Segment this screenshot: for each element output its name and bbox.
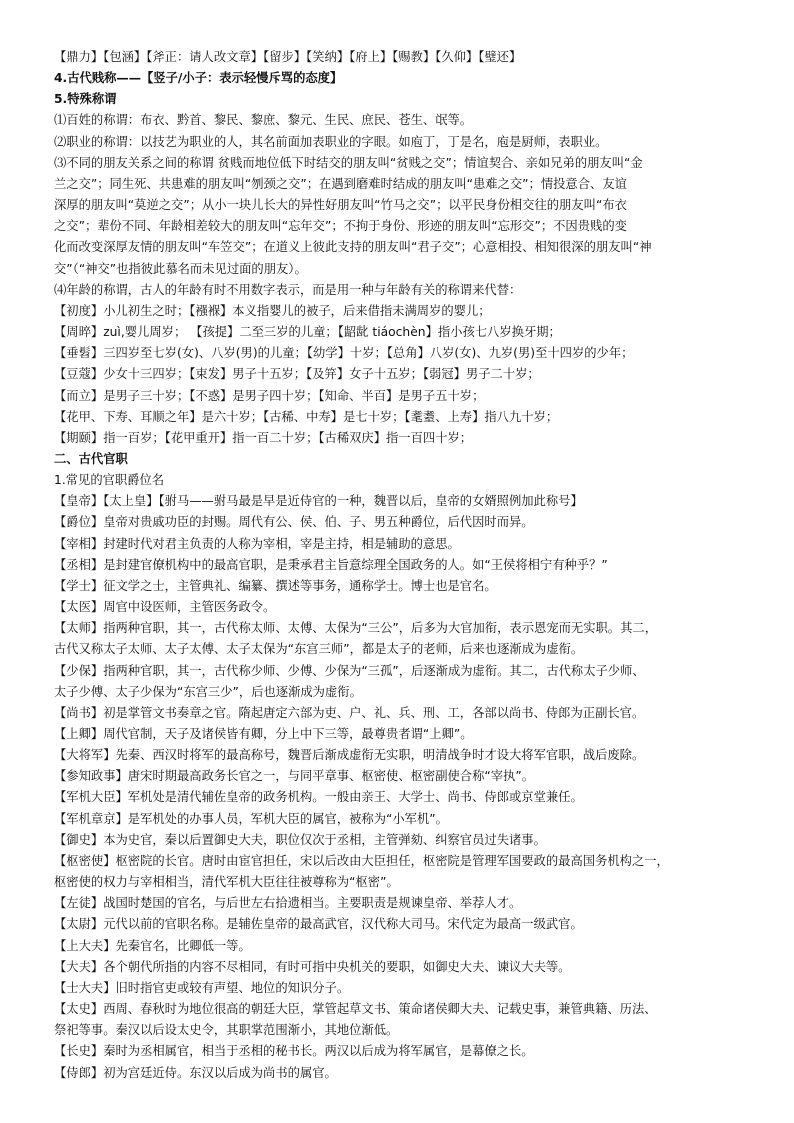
text-line: 【皇帝】【太上皇】【驸马——驸马最是早是近侍官的一种，魏晋以后，皇帝的女婿照例加此称号】 (54, 494, 583, 509)
text-line: 【上大夫】先秦官名，比卿低一等。 (54, 938, 251, 953)
text-line: 深厚的朋友叫“莫逆之交”；从小一块儿长大的异性好朋友叫“竹马之交”；以平民身份相交往的朋友叫“布衣 (54, 198, 627, 213)
text-line: 【大将军】先秦、西汉时将军的最高称号，魏晋后渐成虚衔无实职，明清战争时才设大将军官职，战后废除。 (54, 748, 645, 763)
text-line: ⑵职业的称谓：以技艺为职业的人，其名前面加表职业的字眼。如庖丁，丁是名，庖是厨师，表职业。 (54, 134, 608, 149)
text-line: ⑴百姓的称谓：布衣、黔首、黎民、黎庶、黎元、生民、庶民、苍生、氓等。 (54, 113, 473, 128)
text-line: 古代又称太子太师、太子太傅、太子太保为“东宫三师”，都是太子的老师，后来也逐渐成为虚衔。 (54, 642, 584, 657)
section-heading: 二、古代官职 (54, 451, 128, 466)
text-line: 祭祀等事。秦汉以后设太史令，其职掌范围渐小，其地位渐低。 (54, 1023, 399, 1038)
text-line: 【御史】本为史官，秦以后置御史大夫，职位仅次于丞相，主管弹劾、纠察官员过失诸事。 (54, 832, 546, 847)
text-line: 【军机大臣】军机处是清代辅佐皇帝的政务机构。一般由亲王、大学士、尚书、侍郎或京堂兼任。 (54, 790, 583, 805)
text-line: 【豆蔻】少女十三四岁；【束发】男子十五岁；【及笄】女子十五岁；【弱冠】男子二十岁； (54, 367, 540, 382)
text-line: 【宰相】封建时代对君主负责的人称为宰相，宰是主持，相是辅助的意思。 (54, 536, 460, 551)
text-line: 【爵位】皇帝对贵戚功臣的封赐。周代有公、侯、伯、子、男五种爵位，后代因时而异。 (54, 515, 534, 530)
text-line: 【参知政事】唐宋时期最高政务长官之一，与同平章事、枢密使、枢密副使合称“宰执”。 (54, 769, 535, 784)
text-line: 【周晬】zuì,婴儿周岁； 【孩提】二至三岁的儿童；【龆龀 tiáochèn】指小孩七八岁换牙期； (54, 325, 561, 340)
text-line: 【军机章京】是军机处的办事人员，军机大臣的属官，被称为“小军机”。 (54, 811, 448, 826)
section-heading: 4.古代贱称——【竖子/小子：表示轻慢斥骂的态度】 (54, 71, 343, 86)
text-line: 【太医】周官中设医师，主管医务政令。 (54, 600, 276, 615)
text-line: 之交”；辈份不同、年龄相差较大的朋友叫“忘年交”；不拘于身份、形迹的朋友叫“忘形交”；不因贵贱的变 (54, 219, 627, 234)
text-line: 【鼎力】【包涵】【斧正：请人改文章】【留步】【笑纳】【府上】【赐教】【久仰】【璧还】 (54, 50, 522, 64)
text-line: 兰之交”；同生死、共患难的朋友叫“刎颈之交”；在遇到磨难时结成的朋友叫“患难之交”；情投意合、友谊 (54, 176, 627, 191)
text-line: 【太师】指两种官职，其一，古代称太师、太傅、太保为“三公”，后多为大官加衔，表示恩宠而无实职。其二， (54, 621, 657, 636)
text-line: 【左徒】战国时楚国的官名，与后世左右拾遗相当。主要职责是规谏皇帝、举荐人才。 (54, 896, 522, 911)
text-line: 【学士】征文学之士，主管典礼、编纂、撰述等事务，通称学士。博士也是官名。 (54, 578, 497, 593)
text-line: 【少保】指两种官职，其一，古代称少师、少傅、少保为“三孤”，后逐渐成为虚衔。其二，古代称太子少师、 (54, 663, 645, 678)
text-line: 【大夫】各个朝代所指的内容不尽相同，有时可指中央机关的要职，如御史大夫、谏议大夫等。 (54, 959, 571, 974)
text-line: 【期颐】指一百岁；【花甲重开】指一百二十岁；【古稀双庆】指一百四十岁； (54, 430, 473, 445)
text-line: 交”（“神交”也指彼此慕名而未见过面的朋友）。 (54, 261, 307, 276)
text-line: 【垂髫】三四岁至七岁(女)、八岁(男)的儿童；【幼学】十岁；【总角】八岁(女)、九岁(男)至十四岁的少年； (54, 346, 634, 361)
text-line: 枢密使的权力与宰相相当，清代军机大臣往往被尊称为“枢密”。 (54, 875, 399, 890)
text-line: 【丞相】是封建官僚机构中的最高官职，是秉承君主旨意综理全国政务的人。如“王侯将相宁有种乎？” (54, 557, 608, 572)
text-line: ⑶不同的朋友关系之间的称谓 贫贱而地位低下时结交的朋友叫“贫贱之交”；情谊契合、亲如兄弟的朋友叫“金 (54, 155, 643, 170)
text-line: 【上卿】周代官制，天子及诸侯皆有卿，分上中下三等，最尊贵者谓“上卿”。 (54, 727, 473, 741)
section-heading: 5.特殊称谓 (54, 92, 117, 107)
text-line: 化而改变深厚友情的朋友叫“车笠交”；在道义上彼此支持的朋友叫“君子交”；心意相投、相知很深的朋友叫“神 (54, 240, 652, 255)
text-line: 【尚书】初是掌管文书奏章之官。隋起唐定六部为吏、户、礼、兵、刑、工，各部以尚书、侍郎为正副长官。 (54, 705, 645, 720)
text-line: ⑷年龄的称谓，古人的年龄有时不用数字表示，而是用一种与年龄有关的称谓来代替： (54, 282, 522, 297)
text-line: 1.常见的官职爵位名 (54, 473, 165, 488)
text-line: 【士大夫】旧时指官吏或较有声望、地位的知识分子。 (54, 980, 350, 995)
text-line: 太子少傅、太子少保为“东宫三少”，后也逐渐成为虚衔。 (54, 684, 362, 699)
text-line: 【侍郎】初为宫廷近侍。东汉以后成为尚书的属官。 (54, 1065, 337, 1080)
document-body (54, 47, 744, 1084)
text-line: 【初度】小儿初生之时；【襁褓】本义指婴儿的被子，后来借指未满周岁的婴儿； (54, 303, 491, 318)
text-line: 【太尉】元代以前的官职名称。是辅佐皇帝的最高武官，汉代称大司马。宋代定为最高一级武官。 (54, 917, 583, 932)
text-line: 【而立】是男子三十岁；【不惑】是男子四十岁；【知命、半百】是男子五十岁； (54, 388, 485, 403)
text-line: 【枢密使】枢密院的长官。唐时由宦官担任，宋以后改由大臣担任，枢密院是管理军国要政的最高国务机构之一， (54, 853, 669, 868)
text-line: 【太史】西周、春秋时为地位很高的朝廷大臣，掌管起草文书、策命诸侯卿大夫、记载史事，兼管典籍、历法、 (54, 1002, 657, 1017)
text-line: 【长史】秦时为丞相属官，相当于丞相的秘书长。两汉以后成为将军属官，是幕僚之长。 (54, 1044, 534, 1059)
text-line: 【花甲、下寿、耳顺之年】是六十岁；【古稀、中寿】是七十岁；【耄耋、上寿】指八九十岁； (54, 409, 559, 424)
